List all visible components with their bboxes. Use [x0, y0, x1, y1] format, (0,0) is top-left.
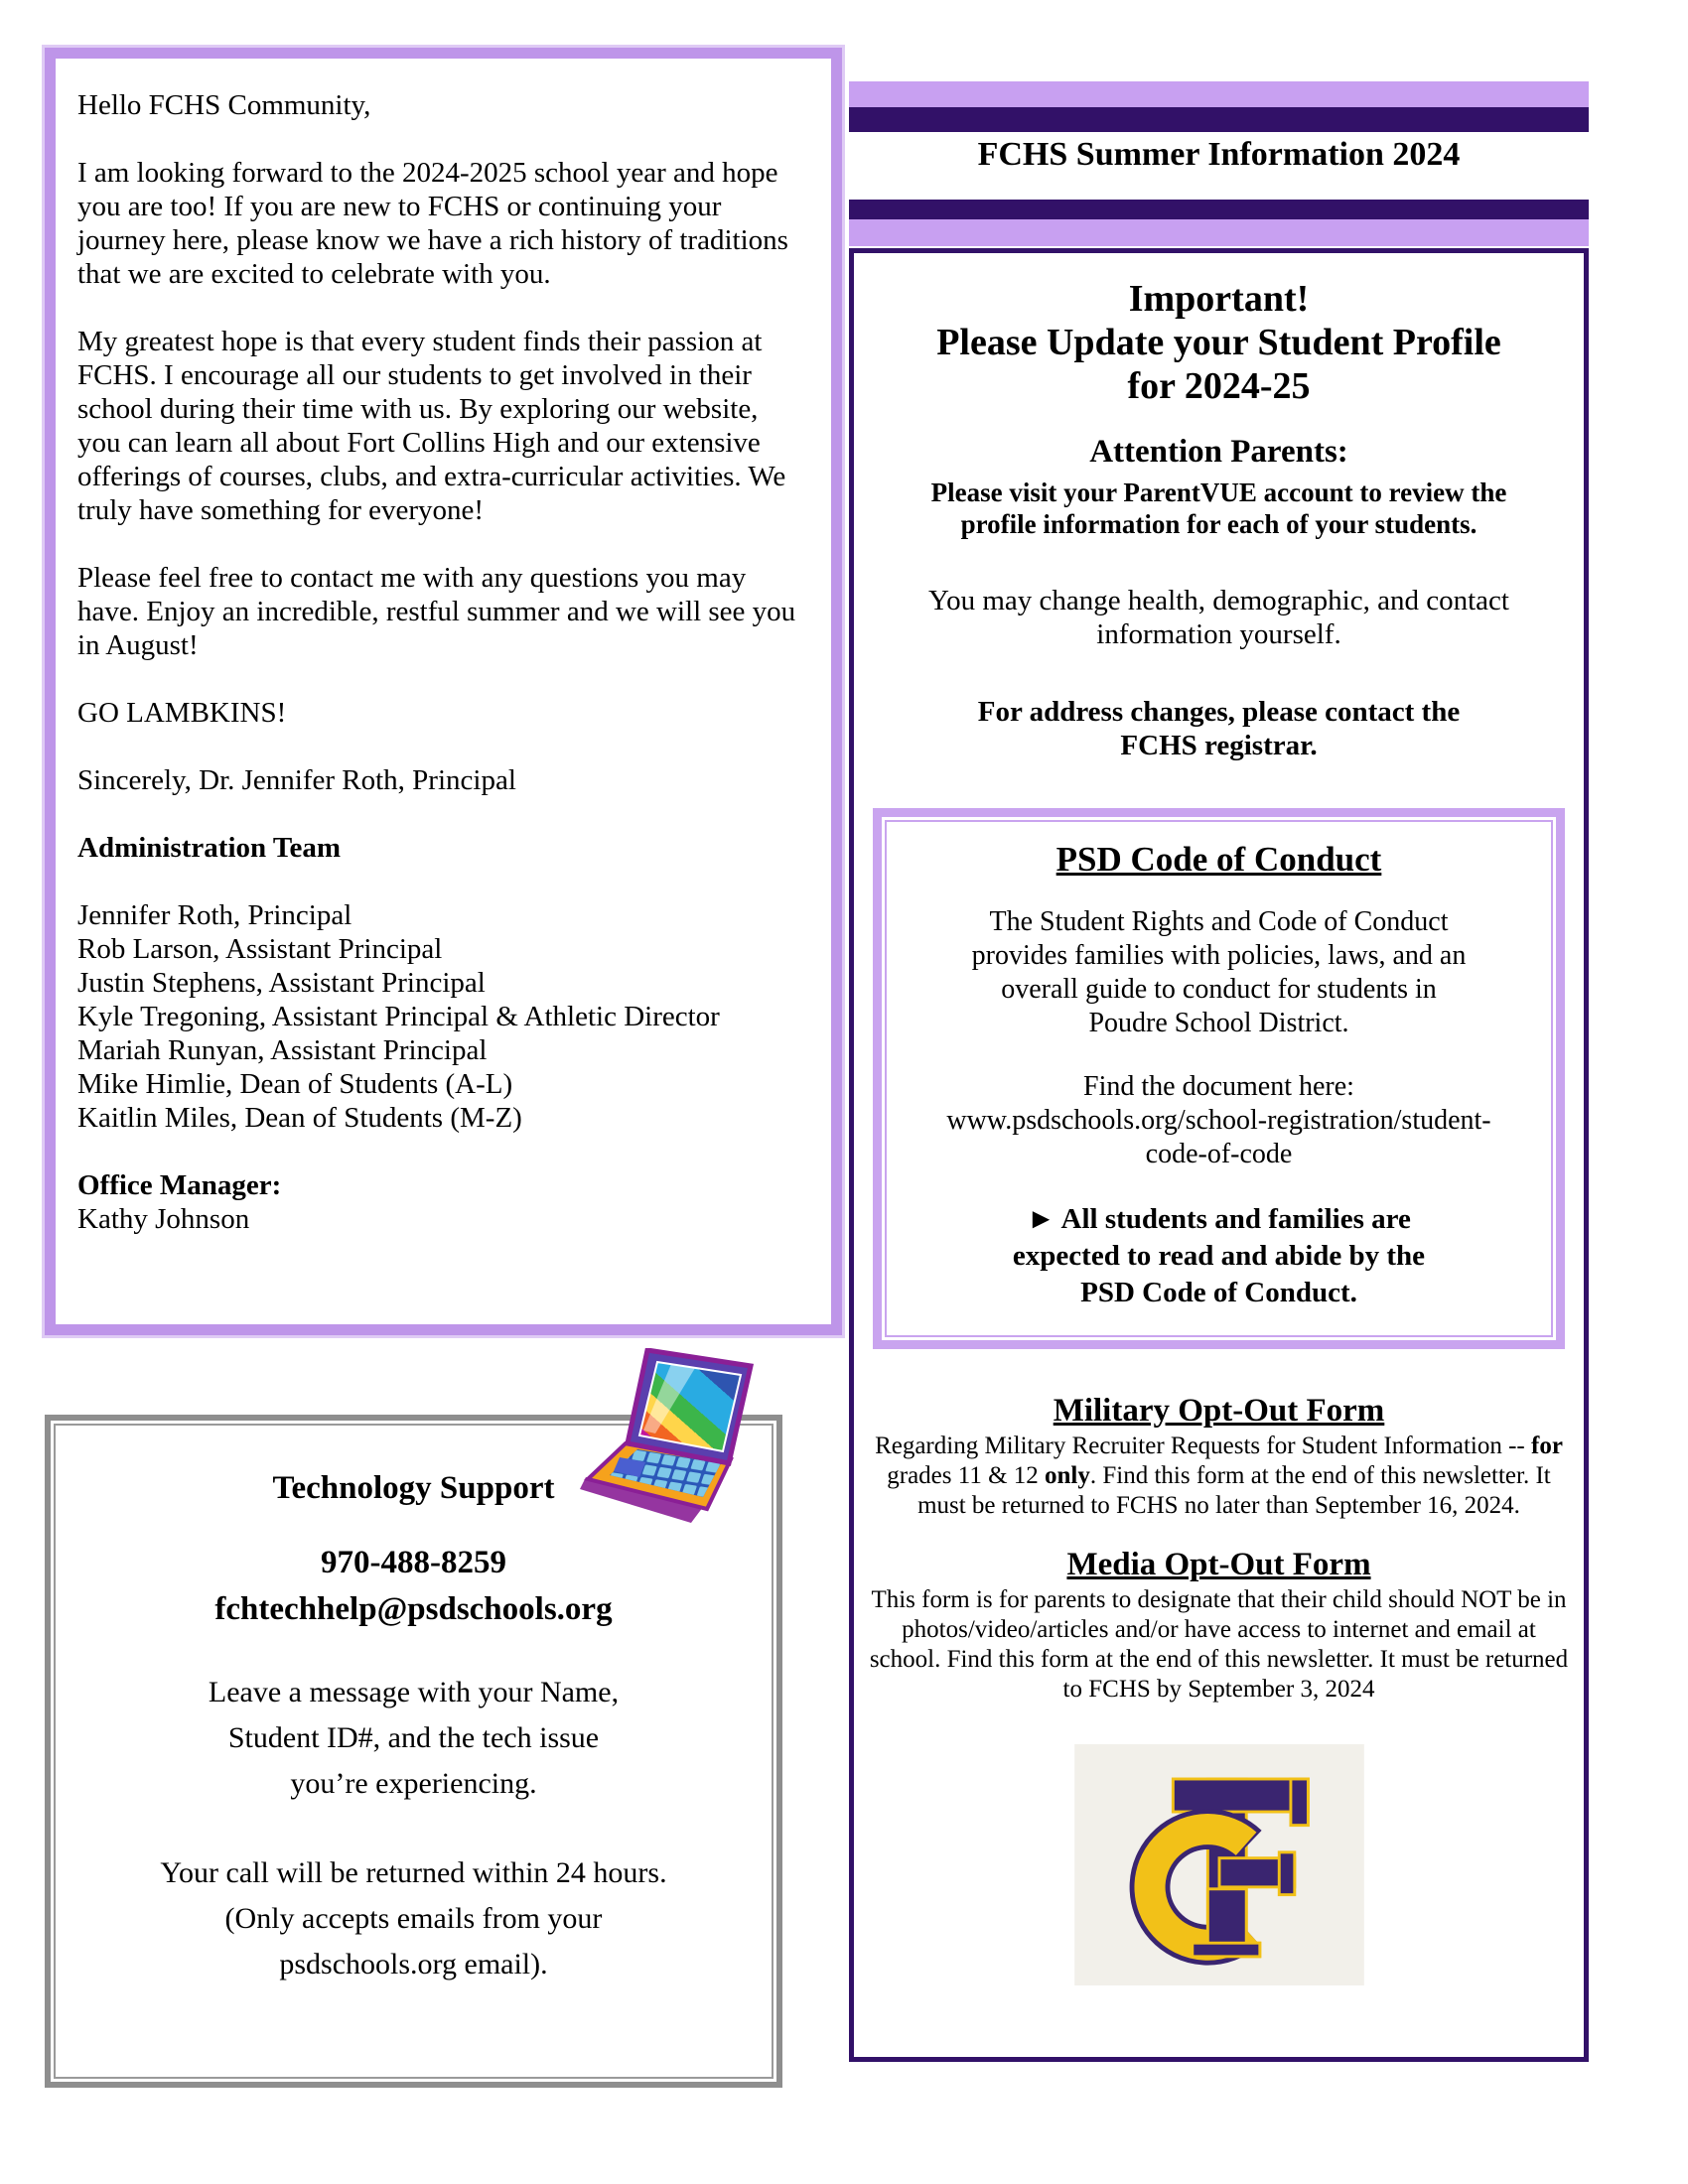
- letter-cheer: GO LAMBKINS!: [77, 697, 287, 729]
- technology-support-message: Leave a message with your Name, Student ID#, and the tech issue you’re experiencing.: [208, 1676, 620, 1800]
- important-heading: [854, 277, 1584, 408]
- code-of-conduct-url: www.psdschools.org/school-registration/student-code-of-code: [946, 1105, 1491, 1169]
- admin-team-member: Rob Larson, Assistant Principal: [77, 933, 443, 965]
- code-of-conduct-find: [941, 1070, 1497, 1171]
- letter-greeting: Hello FCHS Community,: [77, 89, 371, 121]
- attention-parents-body: Please visit your ParentVUE account to review the profile information for each of your students.: [930, 478, 1507, 539]
- admin-team-heading: Administration Team: [77, 832, 342, 864]
- code-of-conduct-bullet: [986, 1201, 1453, 1311]
- attention-parents-heading: Attention Parents:: [1089, 434, 1348, 470]
- media-optout-body: This form is for parents to designate that their child should NOT be in photos/video/articles and/or have access to internet and email at school. Find this form at the end of this newsletter. It must be returned to FCHS by September 3, 2024: [869, 1586, 1569, 1703]
- principal-letter-box: [45, 48, 842, 1335]
- letter-paragraph: My greatest hope is that every student finds their passion at FCHS. I encourage all our students to get involved in their school during their time with us. By exploring our website, you can learn all about Fort Collins High and our extensive offerings of courses, clubs, and extra-curricular activities. We truly have something for everyone!: [77, 326, 786, 526]
- technology-support-phone: 970-488-8259: [321, 1545, 506, 1580]
- military-optout-bold: only: [1045, 1462, 1090, 1489]
- important-heading-line3: for 2024-25: [1127, 365, 1311, 407]
- office-manager-label: Office Manager:: [77, 1169, 282, 1201]
- letter-paragraph: I am looking forward to the 2024-2025 school year and hope you are too! If you are new to FCHS or continuing your journey here, please know we have a rich history of traditions that we are excited to celebrate with you.: [77, 157, 788, 290]
- change-info-text: You may change health, demographic, and contact information yourself.: [928, 585, 1509, 650]
- fchs-fc-logo: [854, 1744, 1584, 1990]
- office-manager-name: Kathy Johnson: [77, 1203, 250, 1235]
- code-of-conduct-inner-frame: [885, 820, 1553, 1337]
- admin-team-member: Kyle Tregoning, Assistant Principal & Athletic Director: [77, 1001, 720, 1032]
- technology-support-callback: Your call will be returned within 24 hours.: [160, 1856, 667, 1889]
- admin-team-member: Justin Stephens, Assistant Principal: [77, 967, 486, 999]
- banner-bar-dark-top: [849, 107, 1589, 132]
- arrow-bullet-icon: ►: [1027, 1203, 1055, 1235]
- admin-team-list: [77, 898, 803, 1135]
- admin-team-member: Jennifer Roth, Principal: [77, 899, 352, 931]
- military-optout-text: Regarding Military Recruiter Requests for Student Information --: [875, 1433, 1532, 1459]
- admin-team-member: Kaitlin Miles, Dean of Students (M-Z): [77, 1102, 522, 1134]
- newsletter-title: FCHS Summer Information 2024: [977, 136, 1461, 173]
- media-optout-heading: Media Opt-Out Form: [1066, 1547, 1371, 1582]
- letter-paragraph: Please feel free to contact me with any questions you may have. Enjoy an incredible, restful summer and we will see you in August!: [77, 562, 796, 661]
- laptop-icon: [576, 1348, 786, 1552]
- letter-signature: Sincerely, Dr. Jennifer Roth, Principal: [77, 764, 516, 796]
- technology-support-note: (Only accepts emails from your psdschools.org email).: [224, 1902, 603, 1980]
- military-optout-bold: for: [1531, 1433, 1563, 1459]
- address-change-text: For address changes, please contact the FCHS registrar.: [977, 696, 1461, 761]
- important-heading-line2: Please Update your Student Profile: [936, 322, 1501, 363]
- military-optout-heading: Military Opt-Out Form: [1053, 1393, 1385, 1429]
- banner-bar-lavender-top: [849, 81, 1589, 107]
- banner-bar-dark-bottom: [849, 200, 1589, 219]
- code-of-conduct-bullet-text: All students and families are expected to read and abide by the PSD Code of Conduct.: [1012, 1203, 1426, 1308]
- technology-support-title: Technology Support: [272, 1470, 555, 1506]
- admin-team-member: Mike Himlie, Dean of Students (A-L): [77, 1068, 513, 1100]
- admin-team-member: Mariah Runyan, Assistant Principal: [77, 1034, 488, 1066]
- code-of-conduct-title: PSD Code of Conduct: [1055, 840, 1382, 879]
- important-heading-line1: Important!: [1128, 278, 1310, 320]
- main-info-box: [849, 248, 1589, 2062]
- military-optout-body: [869, 1432, 1570, 1521]
- code-of-conduct-body: The Student Rights and Code of Conduct provides families with policies, laws, and an overall guide to conduct for students in Poudre School District.: [971, 906, 1467, 1038]
- code-of-conduct-box: [873, 808, 1565, 1349]
- military-optout-text: grades 11 & 12: [887, 1462, 1046, 1489]
- code-of-conduct-find-label: Find the document here:: [1083, 1071, 1354, 1102]
- banner-bar-lavender-bottom: [849, 219, 1589, 246]
- military-optout-text: . Find this form at the end of this newsletter. It must be returned to FCHS no later than September 16, 2024.: [917, 1462, 1551, 1519]
- technology-support-email: fchtechhelp@psdschools.org: [214, 1591, 613, 1627]
